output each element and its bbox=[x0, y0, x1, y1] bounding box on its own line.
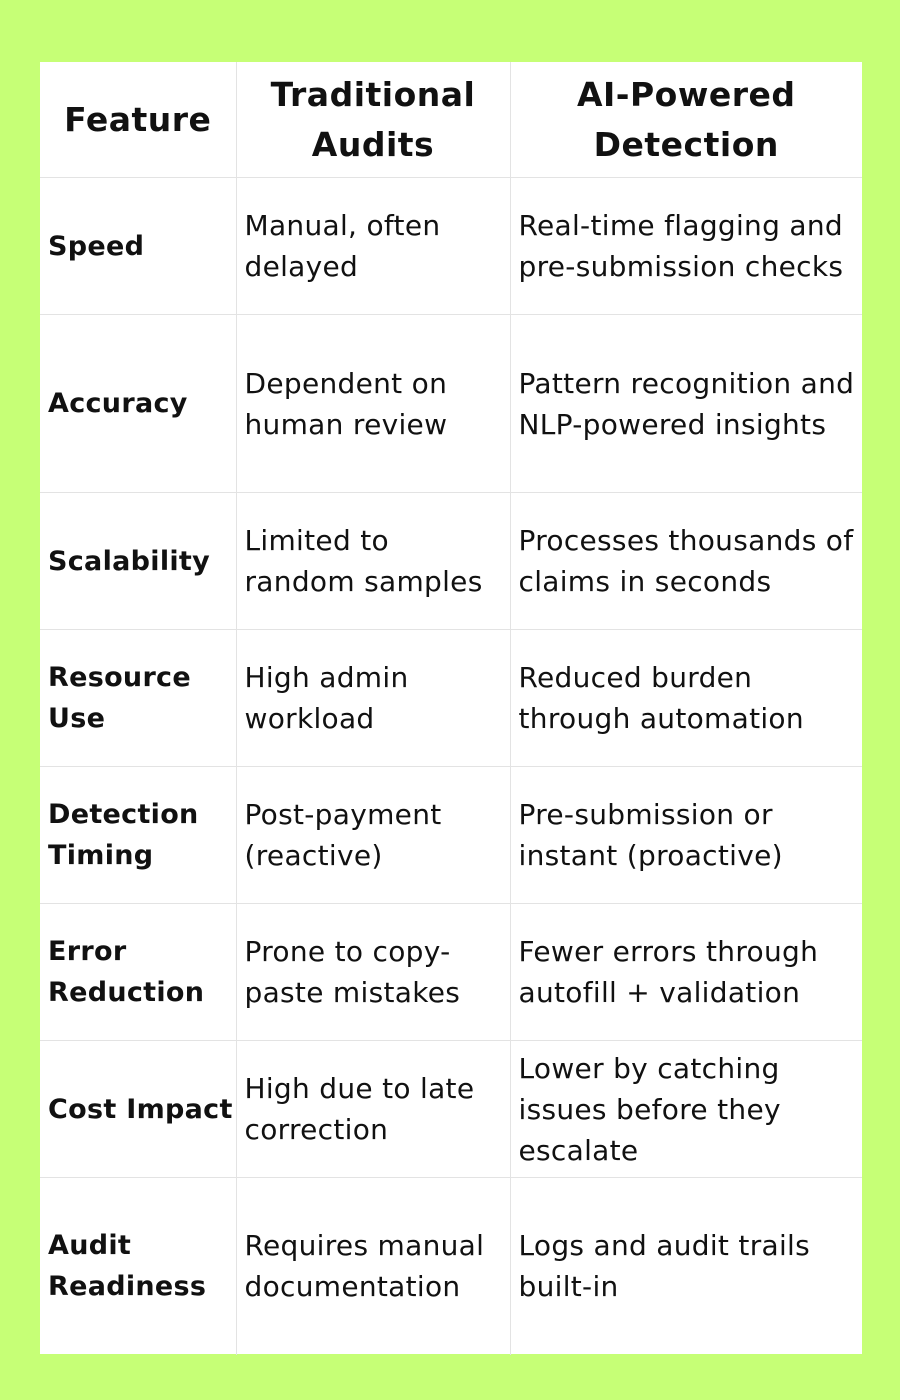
traditional-cell: High due to late correction bbox=[236, 1041, 510, 1178]
traditional-cell: High admin workload bbox=[236, 630, 510, 767]
traditional-cell: Manual, often delayed bbox=[236, 178, 510, 315]
table-row bbox=[40, 178, 862, 315]
table-row bbox=[40, 904, 862, 1041]
ai-cell: Pattern recognition and NLP-powered insights bbox=[510, 315, 862, 493]
ai-cell: Lower by catching issues before they escalate bbox=[510, 1041, 862, 1178]
traditional-cell: Prone to copy- paste mistakes bbox=[236, 904, 510, 1041]
table-row bbox=[40, 630, 862, 767]
table-row bbox=[40, 493, 862, 630]
header-traditional-audits: Traditional Audits bbox=[236, 62, 510, 178]
feature-cell: Cost Impact bbox=[40, 1041, 236, 1178]
feature-cell: Audit Readiness bbox=[40, 1178, 236, 1355]
traditional-cell: Limited to random samples bbox=[236, 493, 510, 630]
table-row bbox=[40, 315, 862, 493]
table-header-row bbox=[40, 62, 862, 178]
feature-cell: Detection Timing bbox=[40, 767, 236, 904]
table-row bbox=[40, 1041, 862, 1178]
table-row bbox=[40, 767, 862, 904]
feature-cell: Error Reduction bbox=[40, 904, 236, 1041]
header-ai-powered-detection: AI-Powered Detection bbox=[510, 62, 862, 178]
ai-cell: Logs and audit trails built-in bbox=[510, 1178, 862, 1355]
table-row bbox=[40, 1178, 862, 1355]
feature-cell: Scalability bbox=[40, 493, 236, 630]
traditional-cell: Requires manual documentation bbox=[236, 1178, 510, 1355]
feature-cell: Accuracy bbox=[40, 315, 236, 493]
ai-cell: Pre-submission or instant (proactive) bbox=[510, 767, 862, 904]
feature-cell: Resource Use bbox=[40, 630, 236, 767]
ai-cell: Real-time flagging and pre-submission checks bbox=[510, 178, 862, 315]
ai-cell: Reduced burden through automation bbox=[510, 630, 862, 767]
traditional-cell: Dependent on human review bbox=[236, 315, 510, 493]
feature-cell: Speed bbox=[40, 178, 236, 315]
comparison-table-card bbox=[40, 62, 862, 1354]
comparison-table bbox=[40, 62, 862, 1355]
ai-cell: Fewer errors through autofill + validation bbox=[510, 904, 862, 1041]
traditional-cell: Post-payment (reactive) bbox=[236, 767, 510, 904]
header-feature: Feature bbox=[40, 62, 236, 178]
ai-cell: Processes thousands of claims in seconds bbox=[510, 493, 862, 630]
